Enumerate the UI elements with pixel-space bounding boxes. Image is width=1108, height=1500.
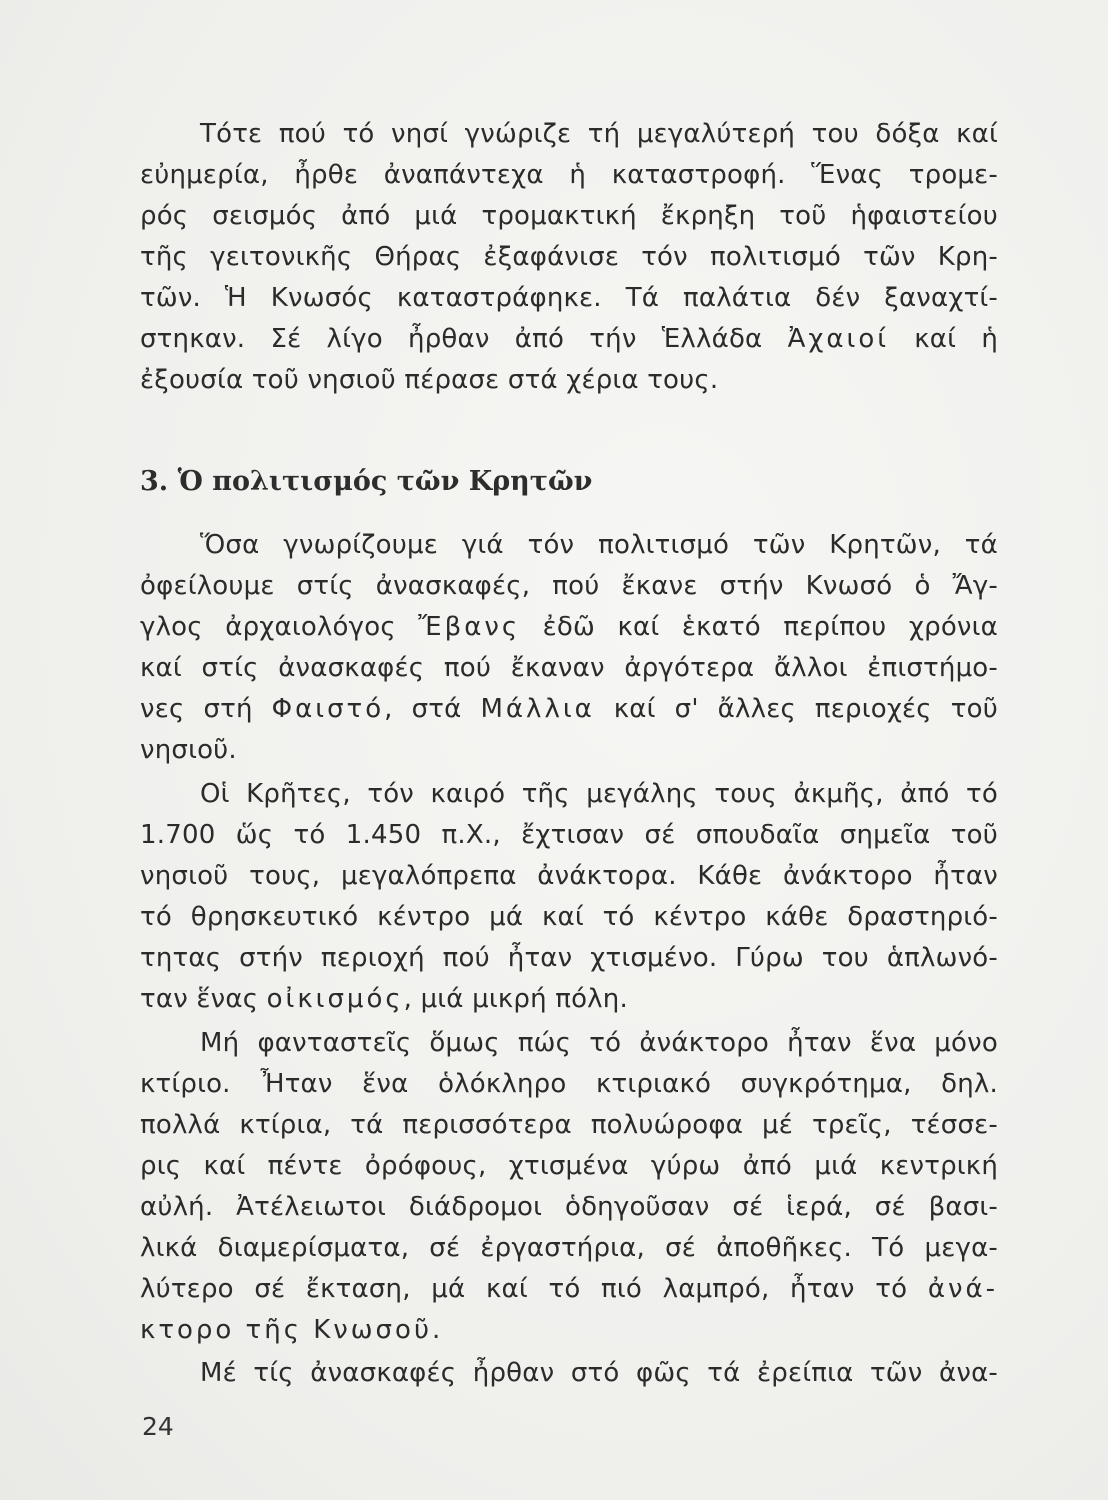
paragraph-line: 1.700 ὥς τό 1.450 π.Χ., ἔχτισαν σέ σπουδαῖα σημεῖα τοῦ [140,820,998,850]
text-segment: καί ἡ [889,324,999,354]
emphasized-term: Ἀχαιοί [787,324,890,354]
paragraph-line: τητας στήν περιοχή πού ἦταν χτισμένο. Γύρω του ἁπλωνό- [140,943,998,973]
paragraph-line [140,607,998,648]
text-segment: γλος ἀρχαιολόγος [140,612,419,642]
paragraph-line: πολλά κτίρια, τά περισσότερα πολυώροφα μέ τρεῖς, τέσσε- [140,1110,998,1140]
page-number: 24 [142,1412,174,1441]
emphasized-term: οἰκισμός [266,984,404,1014]
paragraph-line: Μή φανταστεῖς ὅμως πώς τό ἀνάκτορο ἦταν ἕνα μόνο [200,1028,998,1058]
paragraph-line: Τότε πού τό νησί γνώριζε τή μεγαλύτερή του δόξα καί [200,119,998,149]
emphasized-term: ἀνά- [927,1274,998,1304]
paragraph-line: νησιοῦ τους, μεγαλόπρεπα ἀνάκτορα. Κάθε ἀνάκτορο ἦταν [140,861,998,891]
paragraph-line: εὐημερία, ἦρθε ἀναπάντεχα ἡ καταστροφή. Ἕνας τρομε- [140,160,998,190]
emphasized-term: Ἔβανς [418,612,521,642]
paragraph-line [140,979,998,1020]
paragraph-line: κτίριο. Ἦταν ἕνα ὁλόκληρο κτιριακό συγκρότημα, δηλ. [140,1069,998,1099]
paragraph-line: ρις καί πέντε ὀρόφους, χτισμένα γύρω ἀπό μιά κεντρική [140,1151,998,1181]
paragraph-line: νησιοῦ. [140,735,237,765]
text-segment: ταν ἕνας [140,984,267,1014]
emphasized-term: Μάλλια [480,694,595,724]
text-segment: καί σ' ἄλλες περιοχές τοῦ [594,694,998,724]
paragraph-line [140,689,998,730]
paragraph-line: λικά διαμερίσματα, σέ ἐργαστήρια, σέ ἀποθῆκες. Τό μεγα- [140,1233,998,1263]
text-segment: , στά [384,694,481,724]
text-segment: ἐδῶ καί ἑκατό περίπου χρόνια [520,612,998,642]
intro-paragraph [140,114,998,401]
paragraph-line: ἐξουσία τοῦ νησιοῦ πέρασε στά χέρια τους. [140,365,719,395]
text-segment: νες στή [140,694,272,724]
paragraph-line [140,319,998,360]
paragraph-line [140,1310,998,1351]
section-heading: 3. Ὁ πολιτισμός τῶν Κρητῶν [140,466,593,497]
paragraph-line: ὀφείλουμε στίς ἀνασκαφές, πού ἔκανε στήν Κνωσό ὁ Ἄγ- [140,571,998,601]
paragraph-line: αὐλή. Ἀτέλειωτοι διάδρομοι ὁδηγοῦσαν σέ ἱερά, σέ βασι- [140,1192,998,1222]
text-segment: λύτερο σέ ἔκταση, μά καί τό πιό λαμπρό, ἦταν τό [140,1274,928,1304]
text-segment: στηκαν. Σέ λίγο ἦρθαν ἀπό τήν Ἑλλάδα [140,324,788,354]
complex-paragraph [140,1023,998,1351]
paragraph-line: καί στίς ἀνασκαφές πού ἔκαναν ἀργότερα ἄλλοι ἐπιστήμο- [140,653,998,683]
emphasized-term: κτορο τῆς Κνωσοῦ [140,1315,432,1345]
paragraph-line: τό θρησκευτικό κέντρο μά καί τό κέντρο κάθε δραστηριό- [140,902,998,932]
paragraph-line: Οἱ Κρῆτες, τόν καιρό τῆς μεγάλης τους ἀκμῆς, ἀπό τό [200,779,998,809]
paragraph-line: τῶν. Ἡ Κνωσός καταστράφηκε. Τά παλάτια δέν ξαναχτί- [140,283,998,313]
emphasized-term: Φαιστό [271,694,385,724]
paragraph-line: ρός σεισμός ἀπό μιά τρομακτική ἔκρηξη τοῦ ἡφαιστείου [140,201,998,231]
paragraph-line [140,1269,998,1310]
paragraph-line: τῆς γειτονικῆς Θήρας ἐξαφάνισε τόν πολιτισμό τῶν Κρη- [140,242,998,272]
excavations-paragraph [140,525,998,771]
paragraph-line: Μέ τίς ἀνασκαφές ἦρθαν στό φῶς τά ἐρείπια τῶν ἀνα- [200,1358,998,1388]
text-segment: , μιά μικρή πόλη. [403,984,628,1014]
palaces-paragraph [140,774,998,1020]
text-segment: . [432,1315,441,1345]
final-paragraph [140,1353,998,1394]
paragraph-line: Ὅσα γνωρίζουμε γιά τόν πολιτισμό τῶν Κρητῶν, τά [200,530,998,560]
